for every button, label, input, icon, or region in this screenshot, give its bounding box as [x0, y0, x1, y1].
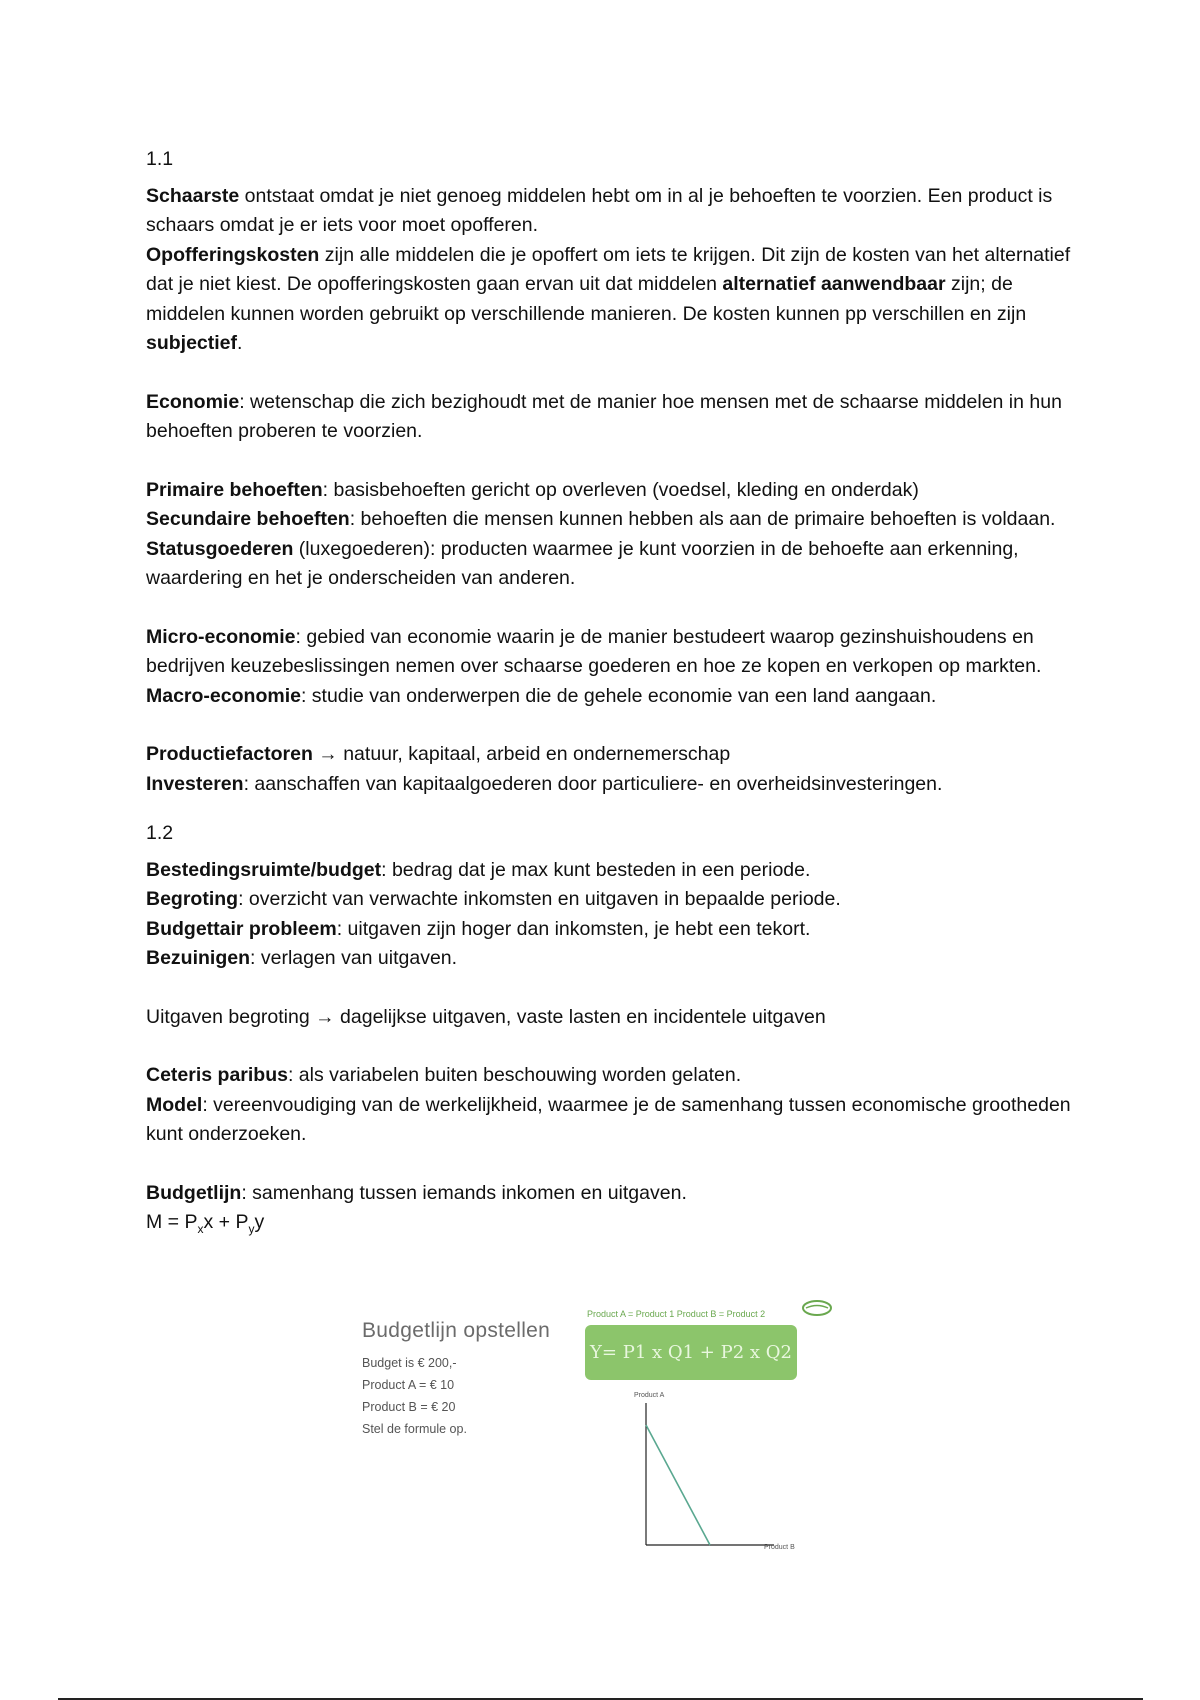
slide-instruction: Stel de formule op.: [362, 1422, 467, 1436]
paragraph-uitgaven-begroting: Uitgaven begroting → dagelijkse uitgaven, vaste lasten en incidentele uitgaven: [146, 1005, 826, 1028]
slide-product-a: Product A = € 10: [362, 1378, 455, 1392]
paragraph-opofferingskosten: Opofferingskosten zijn alle middelen die je opoffert om iets te krijgen. Dit zijn de kosten van het alternatief dat je niet kiest. De opofferingskosten gaan ervan uit dat middelen alternatief aanwendbaar zijn; de middelen kunnen worden gebruikt op verschillende manieren. De kosten kunnen pp verschillen en zijn subjectief.: [146, 243, 1071, 354]
paragraph-budgetlijn: Budgetlijn: samenhang tussen iemands inkomen en uitgaven.: [146, 1181, 687, 1204]
section-heading-1-2: 1.2: [146, 822, 174, 844]
budgetlijn-formula: $M = P_xx + P_yy$: [146, 1211, 265, 1236]
paragraph-productiefactoren: Productiefactoren → natuur, kapitaal, arbeid en ondernemerschap: [146, 743, 731, 765]
section-heading-1-1: 1.1: [146, 148, 174, 170]
paragraph-micro-economie: Micro-economie: gebied van economie waarin je de manier bestudeert waarop gezinshuishoudens en bedrijven keuzebeslissingen nemen over schaarse goederen en hoe ze kopen en verkopen op markten.: [146, 625, 1042, 677]
document-page: [146, 145, 1086, 1244]
paragraph-model: Model: vereenvoudiging van de werkelijkheid, waarmee je de samenhang tussen economische grootheden kunt onderzoeken.: [146, 1093, 1071, 1145]
paragraph-ceteris-paribus: Ceteris paribus: als variabelen buiten beschouwing worden gelaten.: [146, 1064, 742, 1086]
paragraph-investeren: Investeren: aanschaffen van kapitaalgoederen door particuliere- en overheidsinvesteringen.: [146, 772, 943, 795]
slide-formula-box: Y= P1 x Q1 + P2 x Q2: [585, 1325, 797, 1380]
mini-chart-budget-line: [646, 1425, 710, 1545]
paragraph-bestedingsruimte: Bestedingsruimte/budget: bedrag dat je max kunt besteden in een periode.: [146, 858, 811, 881]
mini-chart-y-label: Product A: [634, 1392, 665, 1399]
paragraph-begroting: Begroting: overzicht van verwachte inkomsten en uitgaven in bepaalde periode.: [146, 888, 841, 910]
slide-title: Budgetlijn opstellen: [362, 1319, 551, 1342]
slide-given-values: [362, 1352, 467, 1440]
paragraph-primaire-behoeften: Primaire behoeften: basisbehoeften gericht op overleven (voedsel, kleding en onderdak): [146, 478, 919, 501]
budgetlijn-mini-chart: [634, 1389, 804, 1567]
slide-product-b: Product B = € 20: [362, 1400, 456, 1414]
paragraph-macro-economie: Macro-economie: studie van onderwerpen die de gehele economie van een land aangaan.: [146, 684, 937, 707]
paragraph-statusgoederen: Statusgoederen (luxegoederen): producten waarmee je kunt voorzien in de behoefte aan erkenning, waardering en het je onderscheiden van anderen.: [146, 537, 1019, 589]
paragraph-schaarste: Schaarste ontstaat omdat je niet genoeg middelen hebt om in al je behoeften te voorzien. Een product is schaars omdat je er iets voor moet opofferen.: [146, 184, 1053, 236]
slide-budget: Budget is € 200,-: [362, 1356, 457, 1370]
paragraph-bezuinigen: Bezuinigen: verlagen van uitgaven.: [146, 947, 458, 969]
budgetlijn-slide-image: [362, 1297, 832, 1577]
term-schaarste: Schaarste: [146, 184, 240, 207]
paragraph-secundaire-behoeften: Secundaire behoeften: behoeften die mensen kunnen hebben als aan de primaire behoeften is voldaan.: [146, 508, 1056, 530]
paragraph-economie: Economie: wetenschap die zich bezighoudt met de manier hoe mensen met de schaarse middelen in hun behoeften proberen te voorzien.: [146, 390, 1062, 442]
leaf-icon: [800, 1297, 834, 1319]
mini-chart-x-label: Product B: [764, 1544, 795, 1551]
paragraph-budgettair-probleem: Budgettair probleem: uitgaven zijn hoger dan inkomsten, je hebt een tekort.: [146, 917, 811, 940]
slide-caption: Product A = Product 1 Product B = Product 2: [587, 1309, 766, 1319]
